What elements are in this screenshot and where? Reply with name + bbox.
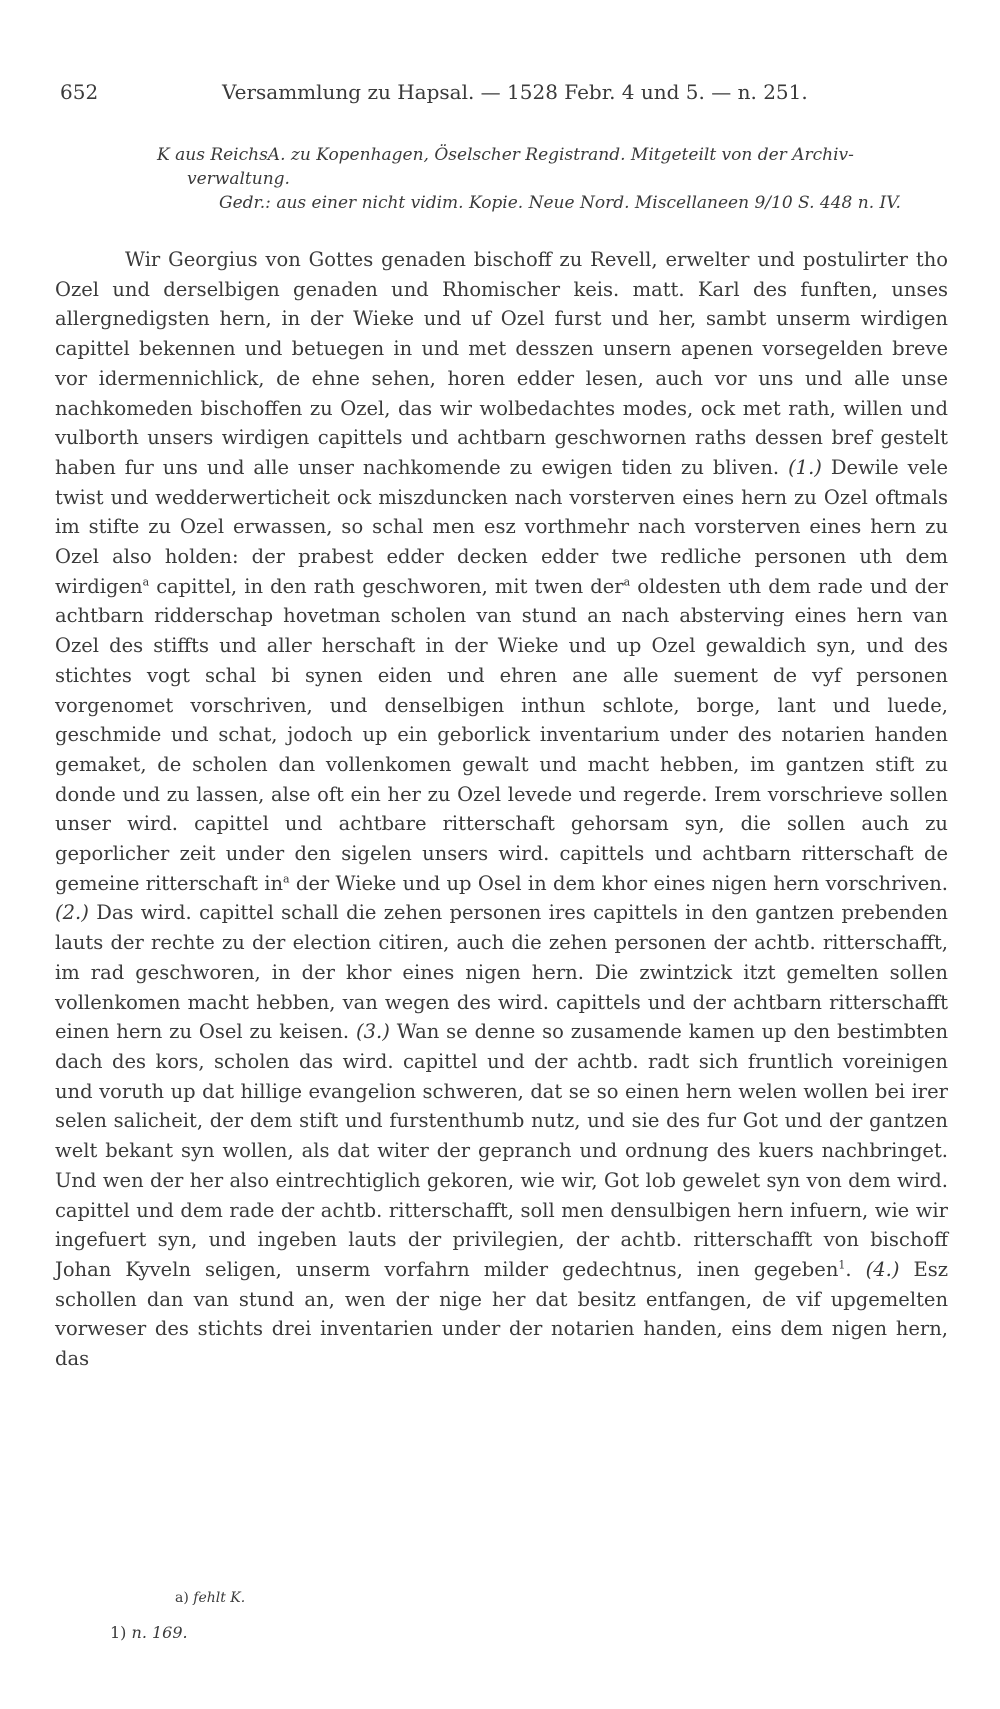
section-1-text-a: Dewile vele twist und wedderwerticheit ock miszduncken nach vorsterven eines hern zu Ozel oftmals im stifte zu Ozel erwassen, so schal men esz vorthmehr nach vorsterven eines hern zu Ozel also holden: der prabest edder decken edder twe redliche personen uth dem wirdigen xyxy=(55,455,949,598)
section-number-3: (3.) xyxy=(356,1020,390,1044)
footnote-ref-a: a xyxy=(283,872,290,886)
footnote-a xyxy=(175,1590,245,1606)
footnote-a-marker: a) xyxy=(175,1590,189,1606)
section-3-text-a: Wan se denne so zusamende kamen up den bestimbten dach des kors, scholen das wird. capittel und der achtb. radt sich fruntlich voreinigen und voruth up dat hillige evangelion schweren, dat se so einen hern welen wollen bei irer selen salicheit, der dem stift und furstenthumb nutz, und sie des fur Got und der gantzen welt bekant syn wollen, als dat witer der gepranch und ordnung des kuers nachbringet. Und wen der her also eintrechtiglich gekoren, wie wir, Got lob gewelet syn von dem wird. capittel und dem rade der achtb. ritterschafft, soll men densulbigen hern infuern, wie wir ingefuert syn, und ingeben lauts der privilegien, der achtb. ritterschafft von bischoff Johan Kyveln seligen, unserm vorfahrn milder gedechtnus, inen gegeben xyxy=(55,1020,949,1281)
section-4-text: Esz schollen dan van stund an, wen der nige her dat besitz entfangen, de vif upgemelten vorweser des stichts drei inventarien under der notarien handen, eins dem nigen hern, das xyxy=(55,1257,948,1371)
source-line-2: verwaltung. xyxy=(187,169,290,189)
page-number: 652 xyxy=(60,80,99,104)
source-line-3: Gedr.: aus einer nicht vidim. Kopie. Neue Nord. Miscellaneen 9/10 S. 448 n. IV. xyxy=(219,193,901,213)
section-2-text: Das wird. capittel schall die zehen personen ires capittels in den gantzen prebenden lauts der rechte zu der election citiren, auch die zehen personen der achtb. ritterschafft, im rad geschworen, in der khor eines nigen hern. Die zwintzick itzt gemelten sollen vollenkomen macht hebben, van wegen des wird. capittels und der achtbarn ritterschafft einen hern zu Osel zu keisen. xyxy=(55,901,948,1044)
section-number-2: (2.) xyxy=(55,901,89,925)
running-title: Versammlung zu Hapsal. — 1528 Febr. 4 und 5. — n. 251. xyxy=(222,80,808,104)
section-3-text-b: . xyxy=(845,1257,852,1281)
section-1-text-b: capittel, in den rath geschworen, mit twen der xyxy=(156,574,624,598)
footnote-1-text: n. 169. xyxy=(131,1623,188,1642)
source-line-1: K aus ReichsA. zu Kopenhagen, Öselscher Registrand. Mitgeteilt von der Archiv- xyxy=(157,145,854,165)
section-1-text-c: oldesten uth dem rade und der achtbarn ridderschap hovetman scholen van stund an nach absterving eines hern van Ozel des stiffts und aller herschaft in der Wieke und up Ozel gewaldich syn, und des stichtes vogt schal bi synen eiden und ehren ane alle suement de vyf personen vorgenomet vorschriven, und denselbigen inthun schlote, borge, lant und luede, geschmide und schat, jodoch up ein geborlick inventarium under des notarien handen gemaket, de scholen dan vollenkomen gewalt und macht hebben, im gantzen stift zu donde und zu lassen, alse oft ein her zu Ozel levede und regerde. Irem vorschrieve sollen unser wird. capittel und achtbare ritterschaft gehorsam syn, die sollen auch zu geporlicher zeit under den sigelen unsers wird. capittels und achtbarn ritterschaft de gemeine ritterschaft in xyxy=(55,574,948,895)
intro-text: Wir Georgius von Gottes genaden bischoff zu Revell, erwelter und postulirter tho Ozel und derselbigen genaden und Rhomischer keis. matt. Karl des funften, unses allergnedigsten hern, in der Wieke und uf Ozel furst und her, sambt unserm wirdigen capittel bekennen und betuegen in und met desszen unsern apenen vorsegelden breve vor idermennichlick, de ehne sehen, horen edder lesen, auch vor uns und alle unse nachkomeden bischoffen zu Ozel, das wir wolbedachtes modes, ock met rath, willen und vulborth unsers wirdigen capittels und achtbarn geschwornen raths dessen bref gestelt haben fur uns und alle unser nachkomende zu ewigen tiden zu bliven. xyxy=(55,248,948,479)
document-body xyxy=(55,245,948,1374)
footnote-ref-a: a xyxy=(142,575,150,589)
section-1-text-d: der Wieke und up Osel in dem khor eines nigen hern vorschriven. xyxy=(295,871,949,895)
footnote-1-marker: 1) xyxy=(110,1623,127,1642)
body-paragraph xyxy=(55,245,948,1374)
section-number-4: (4.) xyxy=(865,1257,900,1281)
source-note xyxy=(157,143,947,215)
section-number-1: (1.) xyxy=(788,455,822,479)
footnote-ref-a: a xyxy=(623,575,631,589)
footnote-1 xyxy=(110,1623,188,1642)
footnote-ref-1: 1 xyxy=(838,1258,846,1272)
footnote-a-text: fehlt K. xyxy=(193,1590,246,1606)
